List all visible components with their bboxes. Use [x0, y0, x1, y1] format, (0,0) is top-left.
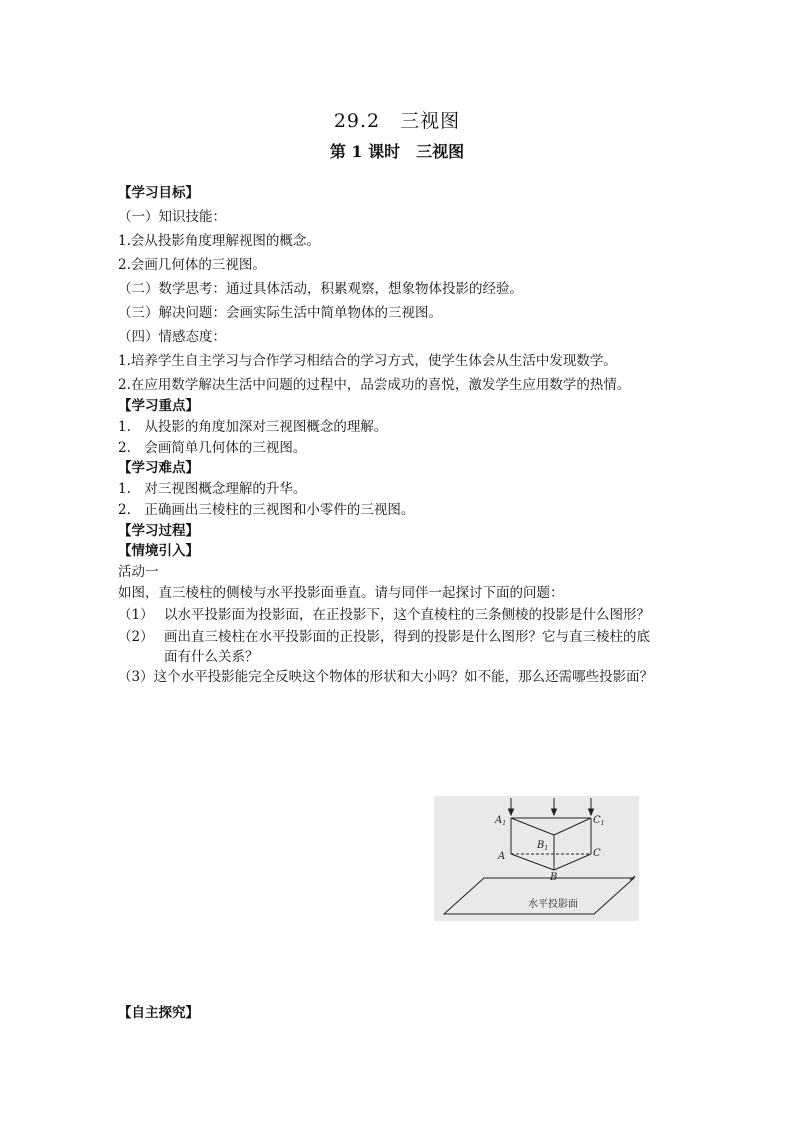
objectives-heading: 【学习目标】	[118, 185, 199, 201]
intro-heading: 【情境引入】	[118, 543, 199, 559]
objectives-sub4: （四）情感态度：	[118, 329, 226, 345]
prism-diagram	[434, 796, 639, 921]
question-2-number: （2）	[118, 629, 154, 645]
label-b1-subscript: 1	[544, 845, 549, 852]
page-subtitle: 第 1 课时 三视图	[329, 142, 465, 161]
keypoints-item1: 1. 从投影的角度加深对三视图概念的理解。	[118, 419, 388, 435]
triangular-prism-projection-figure	[434, 796, 639, 921]
keypoints-heading: 【学习重点】	[118, 398, 199, 414]
edge-b1-c1	[554, 818, 591, 835]
question-2-text: 画出直三棱柱在水平投影面的正投影，得到的投影是什么图形？它与直三棱柱的底	[164, 629, 650, 645]
label-a1: A	[495, 815, 503, 826]
edge-b-c	[554, 854, 591, 870]
svg-text:C1	[593, 815, 604, 827]
question-3: （3）这个水平投影能完全反映这个物体的形状和大小吗？如不能，那么还需哪些投影面？	[118, 669, 654, 685]
difficulties-item1: 1. 对三视图概念理解的升华。	[118, 481, 307, 497]
difficulties-heading: 【学习难点】	[118, 460, 199, 476]
question-2	[118, 628, 650, 646]
svg-text:B1	[536, 840, 548, 852]
page-title: 29.2 三视图	[333, 110, 461, 132]
objectives-sub3: （三）解决问题：会画实际生活中简单物体的三视图。	[118, 305, 442, 321]
edge-a-b	[511, 854, 554, 870]
question-1-number: （1）	[118, 607, 154, 623]
keypoints-item2: 2. 会画简单几何体的三视图。	[118, 440, 307, 456]
label-b1: B	[537, 840, 545, 851]
plane-label: 水平投影面	[528, 899, 578, 910]
arrowhead-left	[509, 809, 514, 815]
edge-a1-b1	[511, 818, 554, 835]
label-c1: C	[593, 815, 601, 826]
svg-text:A1	[494, 815, 506, 827]
objectives-sub2: （二）数学思考：通过具体活动，积累观察，想象物体投影的经验。	[118, 281, 523, 297]
label-b: B	[550, 872, 558, 883]
objectives-item4: 2.在应用数学解决生活中问题的过程中，品尝成功的喜悦，激发学生应用数学的热情。	[118, 377, 631, 393]
objectives-item2: 2.会画几何体的三视图。	[118, 257, 266, 273]
objectives-item3: 1.培养学生自主学习与合作学习相结合的学习方式，使学生体会从生活中发现数学。	[118, 353, 617, 369]
question-1-text: 以水平投影面为投影面，在正投影下，这个直棱柱的三条侧棱的投影是什么图形？	[164, 607, 650, 623]
process-heading: 【学习过程】	[118, 523, 199, 539]
objectives-sub1: （一）知识技能：	[118, 209, 226, 225]
label-a: A	[498, 851, 506, 862]
label-c1-subscript: 1	[600, 820, 605, 827]
arrowhead-middle	[552, 809, 557, 815]
difficulties-item2: 2. 正确画出三棱柱的三视图和小零件的三视图。	[118, 502, 415, 518]
question-1	[118, 606, 650, 624]
label-a1-subscript: 1	[502, 820, 507, 827]
activity-description: 如图，直三棱柱的侧棱与水平投影面垂直。请与同伴一起探讨下面的问题：	[118, 585, 564, 601]
objectives-item1: 1.会从投影角度理解视图的概念。	[118, 233, 320, 249]
question-2-continued: 面有什么关系？	[164, 649, 259, 665]
explore-heading: 【自主探究】	[118, 1005, 199, 1021]
activity-label: 活动一	[118, 564, 159, 580]
label-c: C	[593, 848, 601, 859]
